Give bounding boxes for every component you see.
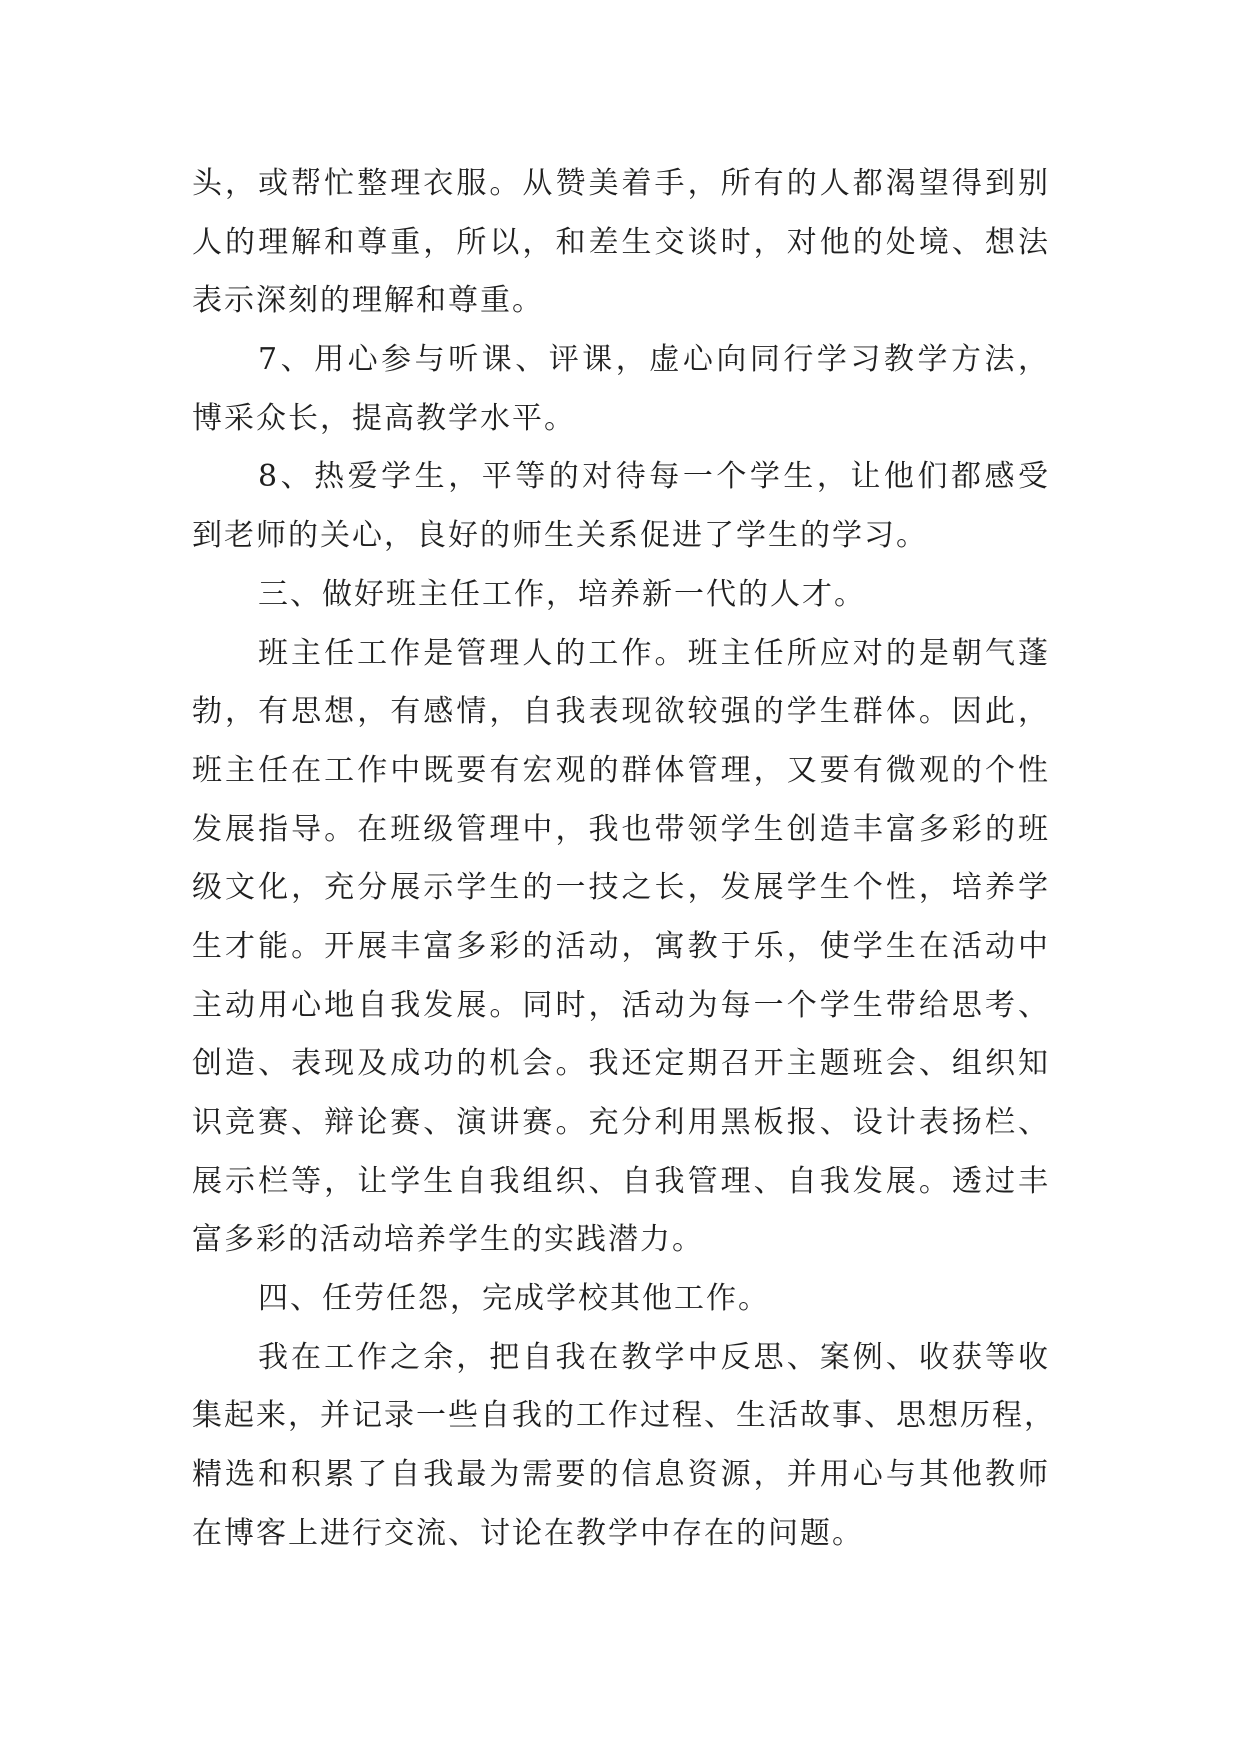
text-line: 主动用心地自我发展。同时，活动为每一个学生带给思考、 (192, 987, 1050, 1023)
text-line: 识竞赛、辩论赛、演讲赛。充分利用黑板报、设计表扬栏、 (192, 1105, 1050, 1140)
text-line: 生才能。开展丰富多彩的活动，寓教于乐，使学生在活动中 (192, 928, 1050, 964)
paragraph-continued (192, 155, 1050, 331)
text-line: 7、用心参与听课、评课，虚心向同行学习教学方法， (258, 342, 1050, 378)
text-line: 级文化，充分展示学生的一技之长，发展学生个性，培养学 (192, 870, 1050, 906)
text-line: 在博客上进行交流、讨论在教学中存在的问题。 (192, 1515, 864, 1551)
heading-line: 四、任劳任怨，完成学校其他工作。 (258, 1281, 770, 1317)
text-line: 表示深刻的理解和尊重。 (192, 283, 544, 319)
paragraph-item-8 (192, 448, 1050, 565)
text-line: 富多彩的活动培养学生的实践潜力。 (192, 1222, 704, 1258)
section-heading-4 (192, 1270, 1050, 1329)
text-line: 展示栏等，让学生自我组织、自我管理、自我发展。透过丰 (192, 1163, 1050, 1199)
document-body (192, 155, 1056, 1564)
paragraph-item-7 (192, 331, 1050, 448)
text-line: 创造、表现及成功的机会。我还定期召开主题班会、组织知 (192, 1046, 1050, 1082)
text-line: 人的理解和尊重，所以，和差生交谈时，对他的处境、想法 (192, 224, 1050, 260)
section-heading-3 (192, 566, 1050, 625)
text-line: 8、热爱学生，平等的对待每一个学生，让他们都感受 (258, 459, 1050, 495)
text-line: 勃，有思想，有感情，自我表现欲较强的学生群体。因此， (192, 694, 1050, 730)
text-line: 博采众长，提高教学水平。 (192, 400, 576, 436)
text-line: 我在工作之余，把自我在教学中反思、案例、收获等收 (258, 1339, 1050, 1375)
text-line: 头，或帮忙整理衣服。从赞美着手，所有的人都渴望得到别 (192, 166, 1050, 201)
text-line: 到老师的关心，良好的师生关系促进了学生的学习。 (192, 518, 928, 554)
text-line: 精选和积累了自我最为需要的信息资源，并用心与其他教师 (192, 1457, 1050, 1493)
text-line: 班主任在工作中既要有宏观的群体管理，又要有微观的个性 (192, 752, 1050, 788)
text-line: 集起来，并记录一些自我的工作过程、生活故事、思想历程， (192, 1398, 1056, 1434)
text-line: 班主任工作是管理人的工作。班主任所应对的是朝气蓬 (258, 635, 1050, 671)
paragraph-other-work (192, 1329, 1056, 1564)
paragraph-class-teacher (192, 625, 1050, 1271)
heading-line: 三、做好班主任工作，培养新一代的人才。 (258, 576, 866, 612)
text-line: 发展指导。在班级管理中，我也带领学生创造丰富多彩的班 (192, 811, 1050, 847)
